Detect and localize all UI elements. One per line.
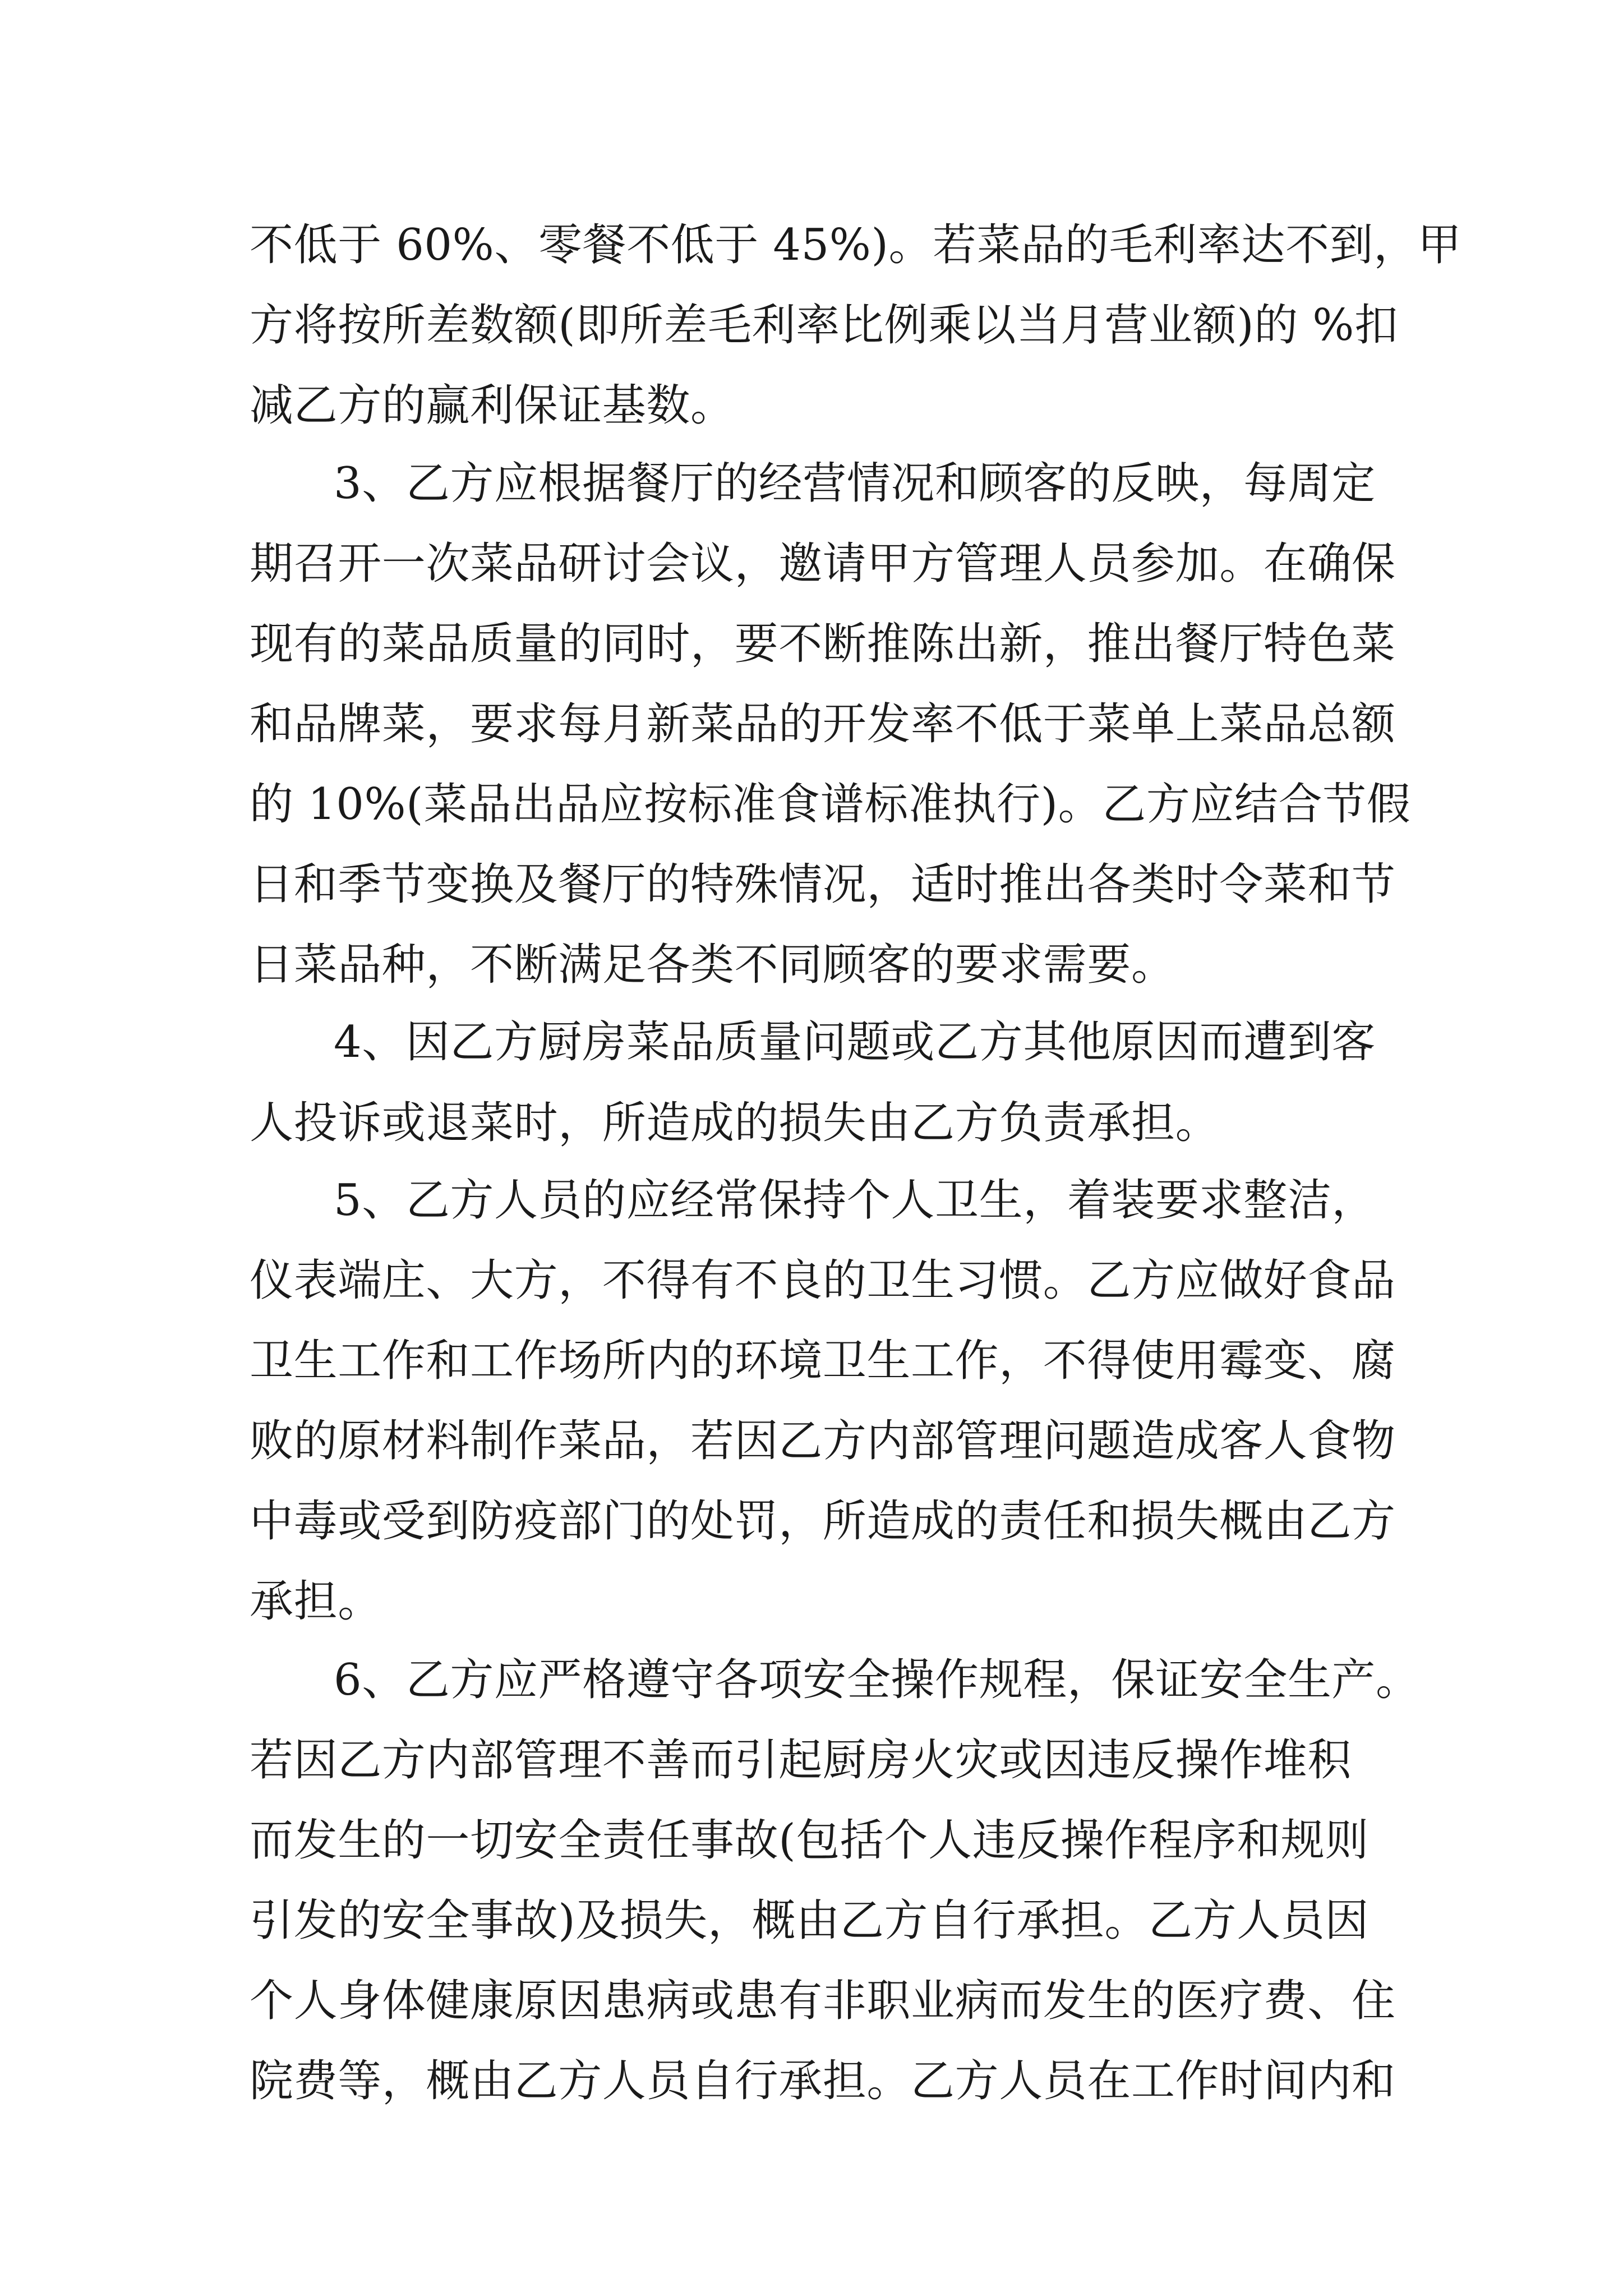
text-line: 承担。 xyxy=(250,1576,382,1627)
paragraph-5-first-line: 5、乙方人员的应经常保持个人卫生，着装要求整洁， xyxy=(334,1175,1376,1226)
text-line: 人投诉或退菜时，所造成的损失由乙方负责承担。 xyxy=(250,1098,1220,1148)
text-line: 个人身体健康原因患病或患有非职业病而发生的医疗费、住 xyxy=(250,1976,1396,2026)
text-line: 若因乙方内部管理不善而引起厨房火灾或因违反操作堆积 xyxy=(250,1735,1352,1786)
text-line: 败的原材料制作菜品，若因乙方内部管理问题造成客人食物 xyxy=(250,1416,1396,1466)
text-line: 而发生的一切安全责任事故(包括个人违反操作程序和规则 xyxy=(250,1815,1370,1866)
text-line: 和品牌菜，要求每月新菜品的开发率不低于菜单上菜品总额 xyxy=(250,699,1396,749)
paragraph-6-first-line: 6、乙方应严格遵守各项安全操作规程，保证安全生产。 xyxy=(334,1655,1420,1705)
text-line: 日菜品种，不断满足各类不同顾客的要求需要。 xyxy=(250,940,1175,990)
paragraph-3-first-line: 3、乙方应根据餐厅的经营情况和顾客的反映，每周定 xyxy=(334,458,1376,509)
text-line: 的 10%(菜品出品应按标准食谱标准执行)。乙方应结合节假 xyxy=(250,779,1411,830)
text-line: 引发的安全事故)及损失，概由乙方自行承担。乙方人员因 xyxy=(250,1895,1370,1946)
text-line: 减乙方的赢利保证基数。 xyxy=(250,380,735,431)
text-line: 仪表端庄、大方，不得有不良的卫生习惯。乙方应做好食品 xyxy=(250,1255,1396,1306)
text-line: 卫生工作和工作场所内的环境卫生工作，不得使用霉变、腐 xyxy=(250,1336,1396,1386)
text-line: 现有的菜品质量的同时，要不断推陈出新，推出餐厅特色菜 xyxy=(250,619,1396,669)
text-line: 不低于 60%、零餐不低于 45%)。若菜品的毛利率达不到，甲 xyxy=(250,220,1462,270)
text-line: 日和季节变换及餐厅的特殊情况，适时推出各类时令菜和节 xyxy=(250,859,1396,910)
text-line: 方将按所差数额(即所差毛利率比例乘以当月营业额)的 %扣 xyxy=(250,300,1399,351)
text-line: 中毒或受到防疫部门的处罚，所造成的责任和损失概由乙方 xyxy=(250,1496,1396,1547)
paragraph-4-first-line: 4、因乙方厨房菜品质量问题或乙方其他原因而遭到客 xyxy=(334,1017,1376,1068)
text-line: 期召开一次菜品研讨会议，邀请甲方管理人员参加。在确保 xyxy=(250,539,1396,589)
text-line: 院费等，概由乙方人员自行承担。乙方人员在工作时间内和 xyxy=(250,2056,1396,2106)
